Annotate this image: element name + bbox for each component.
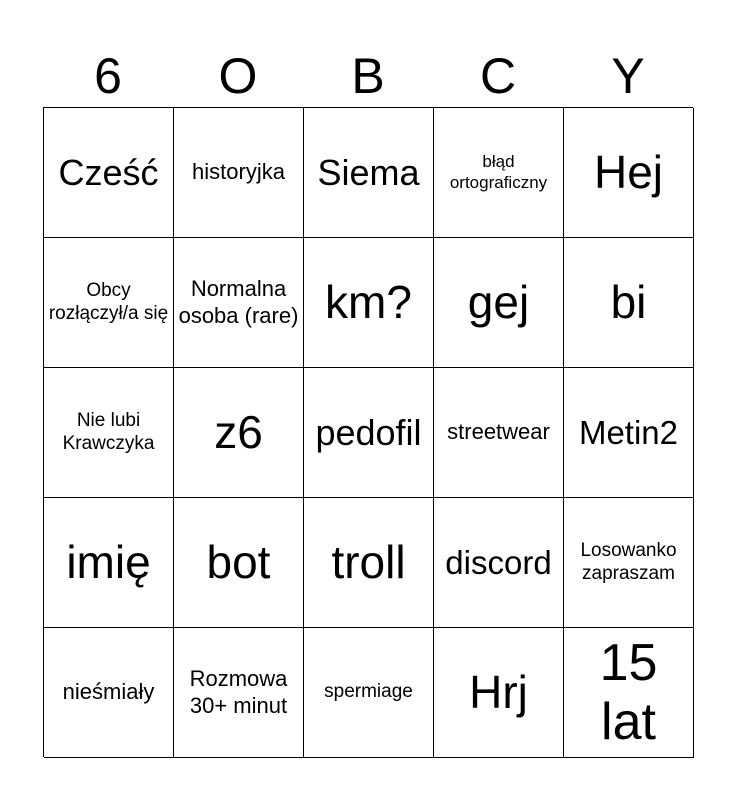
bingo-cell[interactable]: spermiage — [304, 628, 434, 758]
bingo-cell[interactable]: Hej — [564, 108, 694, 238]
bingo-cell[interactable]: z6 — [174, 368, 304, 498]
bingo-cell[interactable]: troll — [304, 498, 434, 628]
bingo-cell[interactable]: bi — [564, 238, 694, 368]
header-letter: O — [218, 48, 258, 104]
bingo-cell[interactable]: Hrj — [434, 628, 564, 758]
bingo-cell[interactable]: Obcy rozłączył/a się — [44, 238, 174, 368]
bingo-cell[interactable]: nieśmiały — [44, 628, 174, 758]
header-letter: 6 — [94, 48, 122, 104]
bingo-cell[interactable]: bot — [174, 498, 304, 628]
bingo-card — [43, 107, 693, 757]
header-letter: Y — [611, 48, 645, 104]
bingo-cell[interactable]: 15 lat — [564, 628, 694, 758]
bingo-cell[interactable]: discord — [434, 498, 564, 628]
bingo-cell[interactable]: Nie lubi Krawczyka — [44, 368, 174, 498]
bingo-cell[interactable]: Siema — [304, 108, 434, 238]
bingo-cell[interactable]: Cześć — [44, 108, 174, 238]
header-letter: C — [479, 48, 517, 104]
bingo-cell[interactable]: historyjka — [174, 108, 304, 238]
bingo-cell[interactable]: Losowanko zapraszam — [564, 498, 694, 628]
bingo-cell[interactable]: gej — [434, 238, 564, 368]
bingo-cell[interactable]: Normalna osoba (rare) — [174, 238, 304, 368]
bingo-cell[interactable]: błąd ortograficzny — [434, 108, 564, 238]
header-letter: B — [351, 48, 385, 104]
bingo-header — [43, 44, 693, 108]
bingo-cell[interactable]: pedofil — [304, 368, 434, 498]
bingo-cell[interactable]: Rozmowa 30+ minut — [174, 628, 304, 758]
bingo-cell[interactable]: Metin2 — [564, 368, 694, 498]
bingo-cell[interactable]: imię — [44, 498, 174, 628]
bingo-cell[interactable]: streetwear — [434, 368, 564, 498]
bingo-cell[interactable]: km? — [304, 238, 434, 368]
